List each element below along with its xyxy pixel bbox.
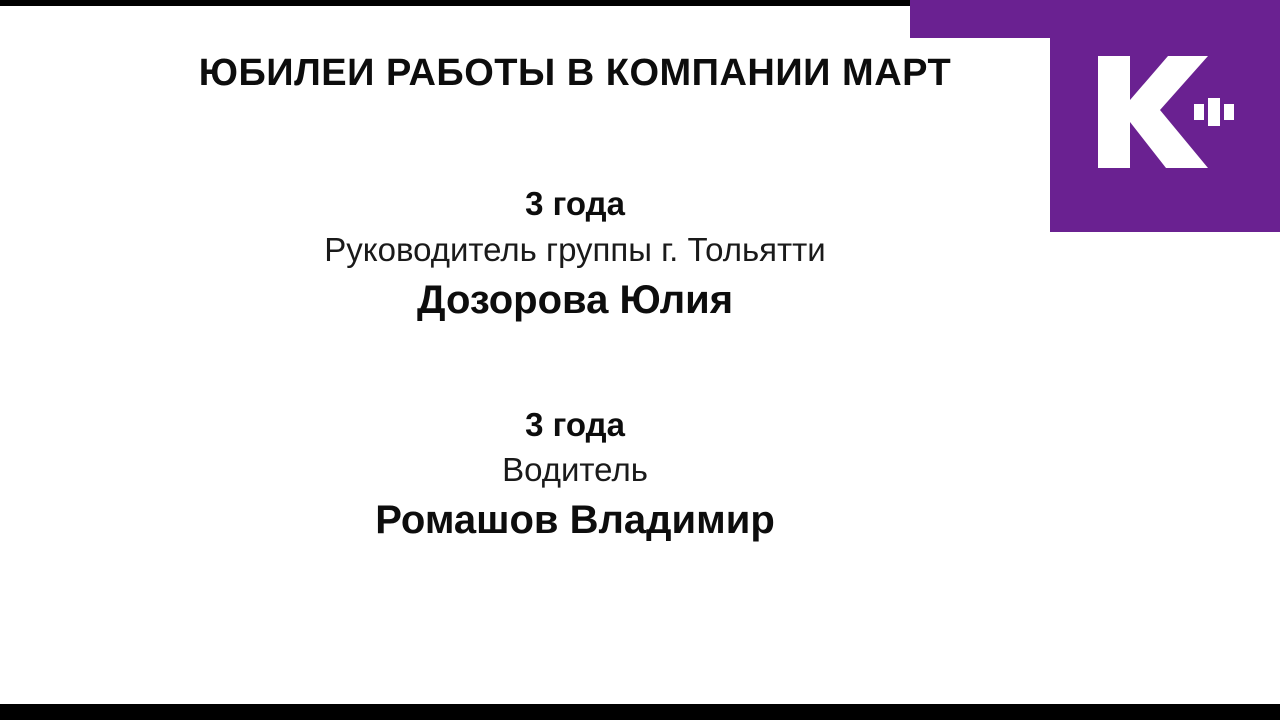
entry-name: Дозорова Юлия	[416, 277, 734, 322]
letterbox-bottom	[0, 704, 1280, 720]
entry-role: Руководитель группы г. Тольятти	[324, 230, 826, 268]
entry-years: 3 года	[525, 405, 625, 443]
entry-role: Водитель	[502, 451, 648, 489]
entry-name: Ромашов Владимир	[375, 498, 775, 543]
list-item	[0, 182, 1150, 327]
anniversary-list	[0, 182, 1150, 547]
list-item	[0, 403, 1150, 548]
entry-years: 3 года	[525, 185, 625, 222]
slide-title: ЮБИЛЕИ РАБОТЫ В КОМПАНИИ МАРТ	[198, 52, 952, 94]
